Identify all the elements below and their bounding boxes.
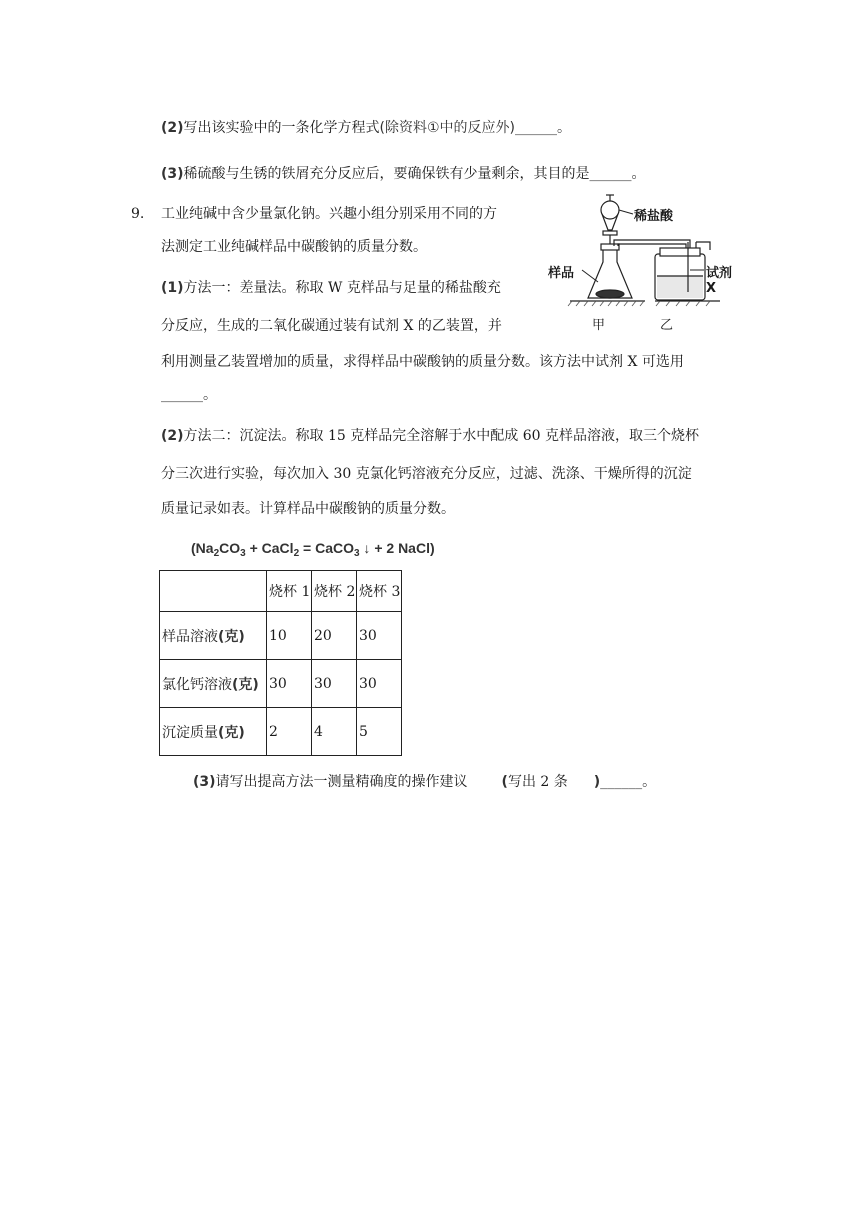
- table-cell: 2: [267, 708, 312, 756]
- q8-part2: [161, 118, 571, 138]
- q8-part3-text: 稀硫酸与生锈的铁屑充分反应后，要确保铁有少量剩余，其目的是: [183, 166, 590, 182]
- figure-label-sample: 样品: [548, 266, 575, 281]
- table-cell: 30: [357, 612, 402, 660]
- q9-part3: [193, 772, 656, 792]
- q9-part2-line2: 分三次进行实验，每次加入 30 克氯化钙溶液充分反应，过滤、洗涤、干燥所得的沉淀: [161, 466, 692, 482]
- experiment-apparatus-figure: [540, 190, 740, 339]
- q8-part2-number: (2): [161, 120, 184, 136]
- q9-part3-end: 。: [642, 774, 657, 790]
- q9-part2-line3: 质量记录如表。计算样品中碳酸钠的质量分数。: [161, 501, 455, 517]
- chemical-equation: ($Na_2CO_3$ + CaCl$_2$ = CaCO$_3$ ↓ + 2 NaCl): [191, 540, 435, 559]
- q9-part2-number: (2): [161, 428, 184, 444]
- table-row: [160, 612, 402, 660]
- q8-part3-end: 。: [631, 166, 646, 182]
- figure-label-acid: 稀盐酸: [634, 209, 674, 224]
- q9-part1-line1: [161, 278, 501, 298]
- table-cell: 30: [312, 660, 357, 708]
- q9-part1-answer-blank[interactable]: ______。: [161, 387, 217, 403]
- table-row-label: 沉淀质量(克): [160, 708, 267, 756]
- q9-number: 9.: [131, 206, 145, 222]
- table-header-beaker1: 烧杯 1: [267, 571, 312, 612]
- q9-intro-line1: 工业纯碱中含少量氯化钠。兴趣小组分别采用不同的方: [161, 206, 497, 222]
- q8-part3-number: (3): [161, 166, 184, 182]
- q8-part2-paren: (除资料①中的反应外): [379, 120, 516, 136]
- q9-part3-paren-open: (: [501, 774, 508, 790]
- table-cell: 30: [357, 660, 402, 708]
- table-row: [160, 660, 402, 708]
- table-header-row: [160, 571, 402, 612]
- figure-label-yi: 乙: [660, 318, 674, 333]
- q9-part3-answer-blank[interactable]: ______: [600, 774, 643, 790]
- q9-part3-paren-close: ): [593, 774, 601, 790]
- q8-part2-end: 。: [557, 120, 572, 136]
- q8-part2-text: 写出该实验中的一条化学方程式: [183, 120, 380, 136]
- q9-part3-number: (3): [193, 774, 216, 790]
- q9-part2-text1: 方法二：沉淀法。称取 15 克样品完全溶解于水中配成 60 克样品溶液，取三个烧杯: [183, 428, 699, 444]
- q8-part3-answer-blank[interactable]: ______: [589, 166, 632, 182]
- table-row: [160, 708, 402, 756]
- table-cell: 30: [267, 660, 312, 708]
- q9-part1-line2: 分反应，生成的二氧化碳通过装有试剂 X 的乙装置，并: [161, 318, 502, 334]
- table-header-empty: [160, 571, 267, 612]
- q8-part3: [161, 164, 646, 184]
- figure-label-reagent: 试剂X: [706, 266, 733, 296]
- q9-part1-number: (1): [161, 280, 184, 296]
- q9-intro-line2: 法测定工业纯碱样品中碳酸钠的质量分数。: [161, 239, 427, 255]
- q9-part2-line1: [161, 426, 699, 446]
- precipitation-data-table: [159, 570, 402, 756]
- q8-part2-answer-blank[interactable]: ______: [515, 120, 558, 136]
- q9-part3-paren-text: 写出 2 条: [507, 774, 568, 790]
- q9-part1-text1: 方法一：差量法。称取 W 克样品与足量的稀盐酸充: [183, 280, 501, 296]
- table-cell: 10: [267, 612, 312, 660]
- table-header-beaker2: 烧杯 2: [312, 571, 357, 612]
- table-cell: 20: [312, 612, 357, 660]
- table-cell: 4: [312, 708, 357, 756]
- table-cell: 5: [357, 708, 402, 756]
- table-row-label: 氯化钙溶液(克): [160, 660, 267, 708]
- q9-part3-text: 请写出提高方法一测量精确度的操作建议: [215, 774, 468, 790]
- q9-part1-line3: 利用测量乙装置增加的质量，求得样品中碳酸钠的质量分数。该方法中试剂 X 可选用: [161, 354, 684, 370]
- table-header-beaker3: 烧杯 3: [357, 571, 402, 612]
- table-row-label: 样品溶液(克): [160, 612, 267, 660]
- figure-label-jia: 甲: [592, 318, 606, 333]
